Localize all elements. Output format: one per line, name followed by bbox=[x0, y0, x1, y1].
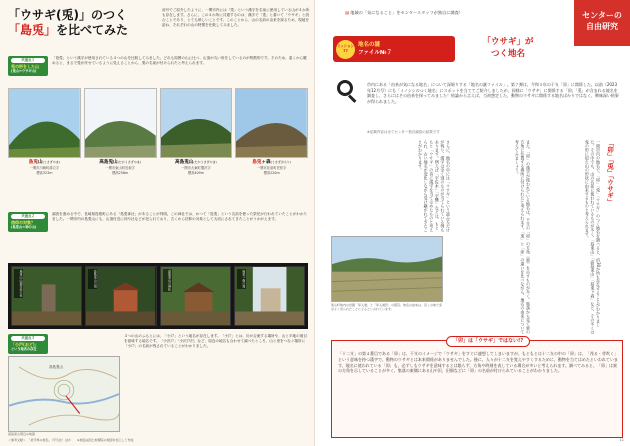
series-subtitle: ▤ 地域の「気になること」をセンタースタッフが独自に調査！ bbox=[345, 10, 463, 15]
section-text-3: ４つの山のふもとには、「小戸」という地名が存在します。「小戸」とは、川が合流する場所や、山と平地の境目を意味する地名です。「小沢戸」「小沢戸沢」など、周辺の地名も合わせて調べたところ、山と里をつなぐ場所に「小戸」の名前が残されていることがわかりました。 bbox=[124, 334, 307, 348]
shrine-photo-strip bbox=[8, 263, 308, 329]
mountain-photo bbox=[84, 88, 157, 158]
area-map bbox=[8, 356, 120, 432]
shrine-photo bbox=[85, 266, 156, 326]
section-title-2: 信仰の対象？ bbox=[11, 220, 35, 225]
section-num-1: 共通点１ bbox=[11, 58, 45, 63]
corner-title-2: 自由研究 bbox=[586, 22, 618, 31]
mountain-card bbox=[8, 88, 81, 204]
mountain-photo bbox=[235, 88, 308, 158]
reference-note: ＜参考文献＞ 「岩手県の地名」（平凡社）ほか ※地図は国土地理院の地図を加工して作成 bbox=[8, 438, 134, 442]
map-caption: 高島兎山周辺の地図 bbox=[8, 432, 36, 436]
section-title-1: 兎の形をした山 bbox=[11, 64, 39, 69]
title-line-1: 「ウサギ(兎)」のつく bbox=[8, 8, 127, 22]
photo-caption: 島兎山山頂付近の社 bbox=[14, 269, 23, 298]
section-label-2 bbox=[8, 212, 48, 232]
field-photo bbox=[331, 236, 443, 302]
vertical-column-3: さらに、地名の中には「ウサギ」という読み方だけが残り、漢字は全く別のものが当てられている例もあります。例えば「宇佐木」「宇鷺」などは、もともと「ウサギ」の音に漢字を当てはめたものと考えられ、古い地名が変化しながら受け継がれてきたことがわかります。 bbox=[418, 140, 451, 232]
section-num-3: 共通点３ bbox=[11, 336, 45, 341]
column-box bbox=[331, 340, 623, 438]
title-red: 「島兎」 bbox=[8, 23, 57, 37]
doc-icon: ▤ bbox=[345, 10, 351, 15]
section-label-1 bbox=[8, 56, 48, 76]
column-title: 「卯」「兎」「ウサギ」 bbox=[606, 140, 614, 205]
mountain-name: 高島兎山(たかうさぎやま) bbox=[175, 160, 217, 165]
mountain-height: 標高220m bbox=[263, 170, 280, 175]
left-intro: 前号でご紹介したように、一関市内には「兎」という漢字を名前に使用している山が４か所も存在します。さらに、この４か所に共通するのは、漢字で「兎」と書いて「ウサギ」と読むことであり、とても珍しいことです。このことから、山の名前の由来を探るため、現地を訪ね、それぞれの山の特徴を比較してみました。 bbox=[162, 8, 310, 27]
mountain-name: 高島兎山(たかうさぎやま) bbox=[99, 160, 141, 165]
section-sub-2: (島兎山＝神の山) bbox=[11, 225, 37, 229]
mountain-height: 標高409m bbox=[187, 170, 204, 175]
photo-caption: 島兎ヶ森の祠 bbox=[237, 269, 246, 289]
article-title bbox=[8, 8, 158, 38]
shrine-photo bbox=[160, 266, 231, 326]
mountain-location: 一関市東山町長坂字 bbox=[105, 166, 135, 171]
shrine-photo bbox=[234, 266, 305, 326]
mountain-location: 一関市花泉町老松字 bbox=[256, 166, 287, 171]
photo-caption: 高島兎山の祠 bbox=[88, 269, 97, 289]
section-text-2: 調査を進める中で、長崎県島根町にある「島兎神社」があることが判明。この神社では、かつて「島兎」という名前を使った祭祀が行われていたことがわかりました。一関市内の島兎山にも、山頂付近に祠や社などが祀られており、古くから信仰の対象として大切にされてきたことがうかがえます。 bbox=[52, 212, 308, 221]
section-sub-1: (兎山＝ウサギ山) bbox=[11, 69, 37, 73]
right-page bbox=[315, 0, 630, 446]
section-title-3: 「小戸(おど)」 bbox=[11, 342, 39, 347]
mountain-card bbox=[84, 88, 157, 204]
mountain-location: 一関市大東町摺沢字 bbox=[181, 166, 211, 171]
mountain-name: 島兎山(うさぎやま) bbox=[28, 160, 60, 165]
mission-title: 地名の謎 ファイル№７ bbox=[358, 42, 393, 56]
magnifier-handle-icon bbox=[348, 94, 356, 102]
mountain-photo bbox=[160, 88, 233, 158]
section-num-2: 共通点２ bbox=[11, 214, 45, 219]
section-text-1: 「島兎」という漢字が使用されている４つの山を比較してみました。どれも周囲の山に比べ、山頂が丸い形をしているのが特徴的です。そのため、遠くから眺めると、まるで兎が伏せているように見えることから、兎の名前が付けられたと考えられます。 bbox=[52, 56, 307, 65]
shrine-photo bbox=[11, 266, 82, 326]
vertical-column-2: また、「卯」の漢字が使われている地名は、干支の「卯」の方角（東）を示すものが多く、集落から見て東の方角に位置する場所に付けられたと考えられます。「兎」と「卯」の違いを比べながら、地名の由来について考えてみましょう。 bbox=[514, 140, 531, 334]
mission-tag: ミッション77 bbox=[336, 40, 355, 59]
section-sub-3: という地名の存在 bbox=[11, 347, 37, 351]
corner-title-1: センターの bbox=[582, 11, 622, 20]
title-rest: を比べてみた bbox=[56, 23, 129, 37]
field-caption: 東山町地内の田園「卯入道」と「卯入道沢」の風景。地名の由来は、昔この地で兎がよく見られたことによるといわれています。 bbox=[331, 303, 443, 311]
corner-badge bbox=[574, 0, 630, 46]
right-intro: 市内にある「由来が気になる地名」について深堀りする「地名の謎ファイル」。第７弾は、令和５年の干支「卯」に関係した、以前（2023年12月号）にも「イノシシのつく地名」にスポットを当ててご紹介しましたが、同様に「ウサギ」に関係する「卯」「兎」が含まれる地名を調査し、さらにはその由来を探ってみました！結論から言えば、当初想定した、動物のウサギに関係する地名ばかりではなく、興味深い結果が得られました。 bbox=[367, 82, 619, 104]
map-label: 高島兎山 bbox=[49, 365, 63, 369]
headline: 「ウサギ」が つく地名 bbox=[482, 37, 534, 59]
survey-note: ※記載内容は全てセンター独自調査の結果です bbox=[367, 130, 440, 134]
mountain-card bbox=[160, 88, 233, 204]
title-line-2 bbox=[8, 23, 158, 38]
column-box-text: 「十二支」の第４番目である「卯」は、干支のイメージで「ウサギ」をすぐに連想してしまいますが、もともとは十二支の中の「卯」は、「茂る・芽吹く」という意味を持つ漢字で、動物のウサギとは本来関係がありませんでした。後に、人々が十二支を覚えやすくするために、動物を当てはめたといわれています。地名に使われている「卯」も、必ずしもウサギを意味するとは限らず、方角や時刻を表している場合が多いと考えられます。調べてみると、「卯」は東の方角を示していることが多く、集落の東側にある山や沢、田畑などに「卯」の名前が付けられていることがわかりました。 bbox=[338, 351, 618, 374]
photo-caption: 高島兎山の神社 bbox=[163, 269, 172, 292]
mountain-location: 一関市川崎町薄衣字 bbox=[29, 166, 60, 171]
column-box-title: 「卯」は「ウサギ」ではない!? bbox=[446, 336, 530, 347]
mountain-height: 標高258m bbox=[112, 170, 129, 175]
mission-banner bbox=[333, 36, 455, 62]
mountain-comparison bbox=[8, 88, 308, 204]
mountain-card bbox=[235, 88, 308, 204]
section-label-3 bbox=[8, 334, 48, 354]
mountain-name: 島兎ヶ森(うさぎがもり) bbox=[252, 160, 291, 165]
vertical-column-1: 一関市内の地名で、「卯」「兎」「ウサギ」のつく地名を調べると、約30か所も存在することがわかりました。その中でも、山の名前に使われているものが多く、「島兎山」「高島兎山」「島兎ヶ森」など、その多くは兎の形に似た山の形状に由来するものと考えられます。 bbox=[584, 140, 601, 334]
mountain-height: 標高323m bbox=[36, 170, 53, 175]
magnifier-icon bbox=[337, 80, 353, 96]
page-number: 11 bbox=[619, 438, 624, 443]
mountain-photo bbox=[8, 88, 81, 158]
